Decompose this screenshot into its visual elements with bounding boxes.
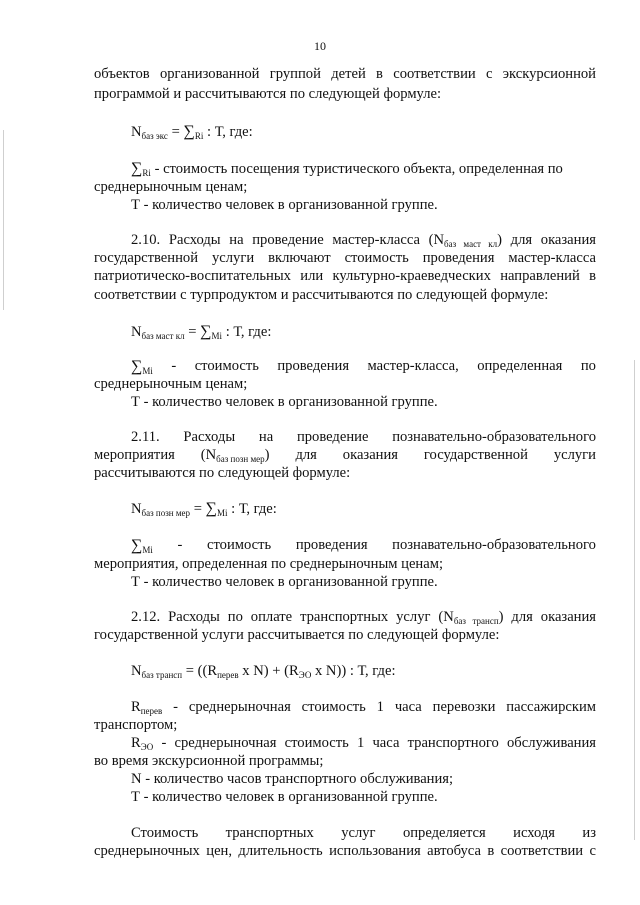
formula-tail: : Т, где: <box>227 501 277 517</box>
word: 2.11. <box>131 429 160 445</box>
formula-tail: : Т, где: <box>203 124 253 140</box>
sec-2-10-text-b: ) для оказания <box>497 232 596 248</box>
closing-line-1 <box>131 825 596 842</box>
def-cognitive-event-line-1 <box>131 537 596 556</box>
n-subscript: баз позн мер <box>216 454 265 464</box>
sum-symbol: ∑ <box>183 123 195 140</box>
sum-symbol: ∑ <box>131 358 143 375</box>
sec-2-11-line-3: рассчитываются по следующей формуле: <box>94 465 351 481</box>
word: услуги <box>553 447 596 463</box>
sec-2-10-line-1 <box>131 232 596 250</box>
formula-subscript: баз экс <box>141 131 168 141</box>
r-subscript: перев <box>217 670 239 680</box>
word: проведение <box>296 429 369 445</box>
definition-text: - стоимость посещения туристического объекта, определенная по <box>150 161 563 177</box>
r-symbol: R <box>131 735 141 751</box>
word: познавательно-образовательного <box>392 429 596 445</box>
word: стоимость <box>207 537 272 553</box>
sec-2-11-line-1 <box>131 429 596 446</box>
word: мероприятия <box>94 447 175 463</box>
formula-cognitive-event <box>131 500 277 519</box>
word: определяется <box>402 825 486 841</box>
intro-line-1: объектов организованной группой детей в соответствии с экскурсионной <box>94 66 596 82</box>
formula-tail: : Т, где: <box>222 324 272 340</box>
def-excursion-line-3: Т - количество человек в организованной группе. <box>131 197 438 213</box>
word: из <box>582 825 596 841</box>
formula-subscript: баз позн мер <box>141 508 191 518</box>
sum-symbol: ∑ <box>200 323 212 340</box>
r-subscript: ЭО <box>298 670 312 680</box>
def-cognitive-event-line-2: мероприятия, определенная по среднерыночным ценам; <box>94 556 444 572</box>
word: проведения <box>277 358 350 374</box>
n-symbol: (N <box>200 447 217 463</box>
word: услуг <box>341 825 376 841</box>
def-transport-r2-line-1 <box>131 735 596 753</box>
sum-subscript: Mi <box>142 545 153 555</box>
formula-part: = ((R <box>182 663 218 679</box>
sec-2-10-text-a: 2.10. Расходы на проведение мастер-класса (N <box>131 232 445 248</box>
left-scan-edge <box>3 130 4 310</box>
formula-transport <box>131 663 396 681</box>
sum-subscript: Mi <box>211 331 223 341</box>
sum-subscript: Mi <box>217 508 228 518</box>
formula-part: x N) + (R <box>238 663 299 679</box>
sec-2-10-line-4: соответствии с турпродуктом и рассчитываются по следующей формуле: <box>94 287 549 303</box>
word: оказания <box>342 447 398 463</box>
def-excursion-line-1 <box>131 160 563 179</box>
formula-subscript: баз маст кл <box>141 331 185 341</box>
word: транспортных <box>225 825 314 841</box>
formula-excursion <box>131 123 253 142</box>
formula-n: N <box>131 501 142 517</box>
word: по <box>580 358 596 374</box>
sec-2-11-line-2 <box>94 447 596 465</box>
word: Расходы <box>183 429 236 445</box>
def-master-class-line-3: Т - количество человек в организованной группе. <box>131 394 438 410</box>
word: познавательно-образовательного <box>392 537 596 553</box>
def-transport-t-line: Т - количество человек в организованной группе. <box>131 789 438 805</box>
page-number: 10 <box>314 39 326 53</box>
intro-line-2: программой и рассчитываются по следующей формуле: <box>94 86 442 102</box>
word: стоимость <box>194 358 259 374</box>
word: проведения <box>295 537 368 553</box>
def-cognitive-event-line-3: Т - количество человек в организованной группе. <box>131 574 438 590</box>
def-excursion-line-2: среднерыночным ценам; <box>94 179 248 195</box>
sum-subscript: Ri <box>142 168 151 178</box>
definition-text: - среднерыночная стоимость 1 часа транспортного обслуживания <box>153 735 596 751</box>
right-scan-edge <box>634 360 635 840</box>
word: - <box>171 358 177 374</box>
sum-symbol: ∑ <box>131 537 143 554</box>
sec-2-12-text-a: 2.12. Расходы по оплате транспортных услуг (N <box>131 609 454 625</box>
def-transport-r1-line-1 <box>131 699 596 717</box>
n-term <box>201 447 270 465</box>
closing-line-2: среднерыночных цен, длительность использования автобуса в соответствии с <box>94 843 596 859</box>
formula-tail: x N)) : Т, где: <box>311 663 396 679</box>
sec-2-12-line-1 <box>131 609 596 627</box>
word: Стоимость <box>131 825 199 841</box>
word: определенная <box>477 358 563 374</box>
def-transport-r1-line-2: транспортом; <box>94 717 178 733</box>
formula-master-class <box>131 323 271 342</box>
sec-2-10-line-2: государственной услуги включают стоимость проведения мастер-класса <box>94 250 596 266</box>
formula-equals: = <box>167 124 184 140</box>
formula-n: N <box>131 663 142 679</box>
sum-symbol: ∑ <box>131 160 143 177</box>
def-transport-n-line: N - количество часов транспортного обслуживания; <box>131 771 454 787</box>
close-paren: ) <box>264 447 270 463</box>
formula-subscript: баз трансп <box>141 670 183 680</box>
sum-symbol: ∑ <box>205 500 217 517</box>
sec-2-12-line-2: государственной услуги рассчитывается по следующей формуле: <box>94 627 500 643</box>
formula-equals: = <box>190 501 206 517</box>
sum-term <box>131 537 153 556</box>
r-subscript: ЭО <box>140 742 154 752</box>
sum-term <box>131 358 153 377</box>
sum-subscript: Mi <box>142 366 153 376</box>
r-symbol: R <box>131 699 141 715</box>
sec-2-10-line-3: патриотическо-воспитательных или культурно-краеведческих направлений в <box>94 268 596 284</box>
word: для <box>295 447 317 463</box>
sec-2-12-subscript: баз трансп <box>453 616 499 626</box>
word: на <box>258 429 274 445</box>
def-master-class-line-2: среднерыночным ценам; <box>94 376 248 392</box>
word: мастер-класса, <box>367 358 459 374</box>
sec-2-10-subscript: баз маст кл <box>444 239 498 249</box>
word: - <box>177 537 183 553</box>
def-transport-r2-line-2: во время экскурсионной программы; <box>94 753 324 769</box>
sec-2-12-text-b: ) для оказания <box>498 609 596 625</box>
formula-n: N <box>131 124 142 140</box>
word: исходя <box>513 825 556 841</box>
definition-text: - среднерыночная стоимость 1 часа перевозки пассажирским <box>162 699 596 715</box>
sum-subscript: Ri <box>194 131 204 141</box>
word: государственной <box>423 447 528 463</box>
def-master-class-line-1 <box>131 358 596 377</box>
formula-equals: = <box>184 324 201 340</box>
r-subscript: перев <box>140 706 163 716</box>
formula-n: N <box>131 324 142 340</box>
